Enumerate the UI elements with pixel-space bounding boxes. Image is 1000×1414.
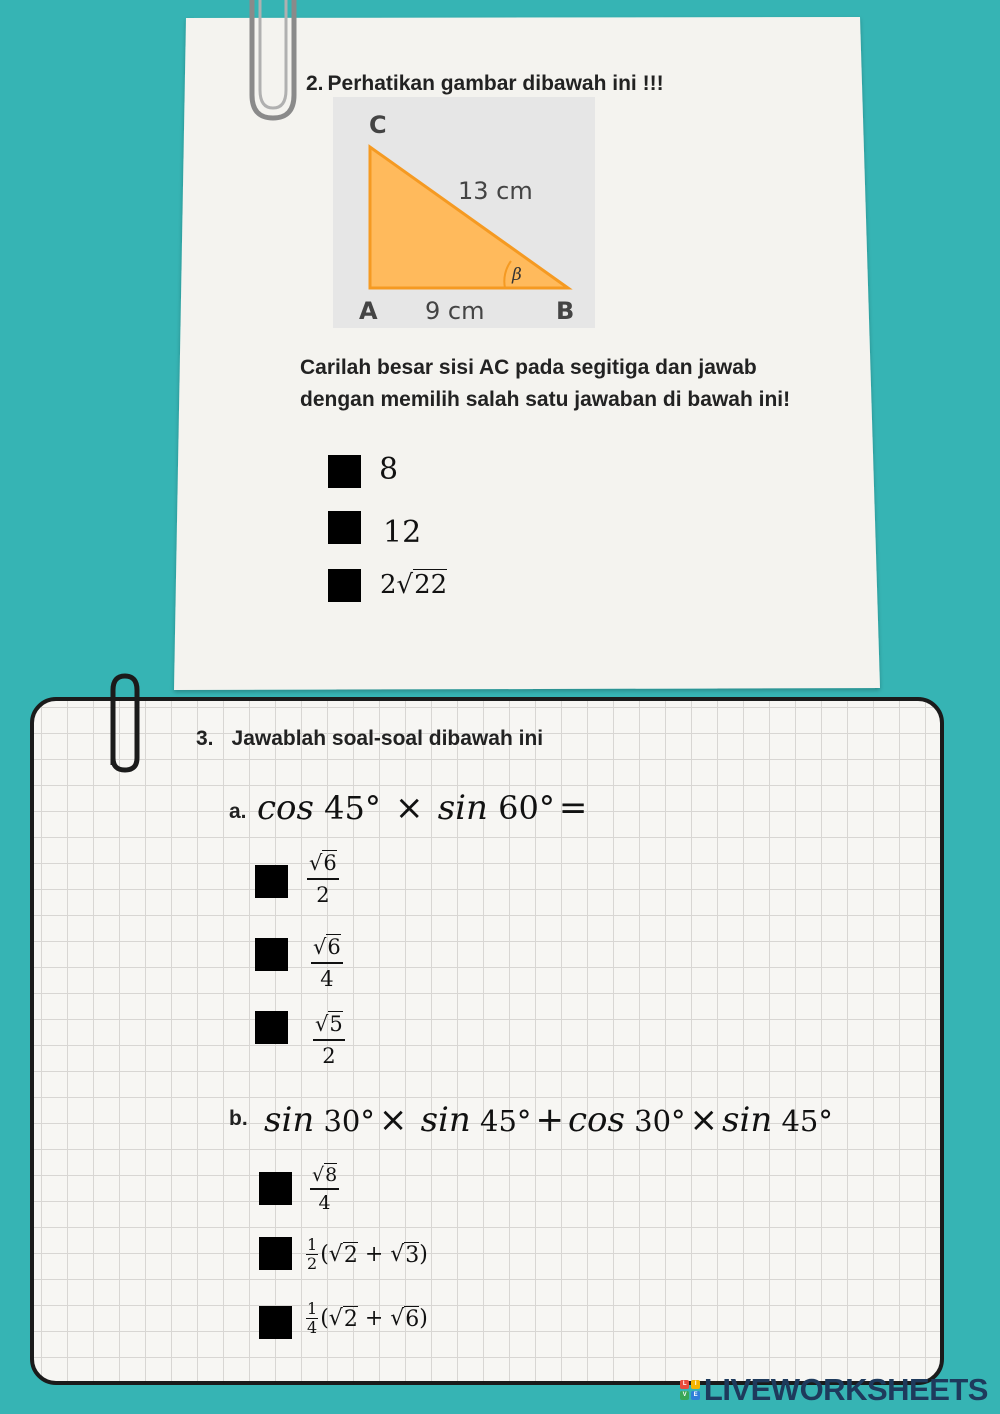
logo-text: LIVEWORKSHEETS (703, 1372, 988, 1407)
sqrt-icon: √ (315, 1012, 329, 1036)
part-a-expression: cos 45° × sin 60° = (257, 788, 588, 828)
option-expression: 1 2 ( √ 2 + √ 3 ) (307, 1235, 428, 1273)
sqrt-icon: √ (390, 1242, 405, 1267)
option-checkbox[interactable] (259, 1306, 292, 1339)
sqrt-icon: √ (328, 1242, 343, 1267)
sqrt-icon: √ (312, 1164, 325, 1186)
sqrt-icon: √ (390, 1306, 405, 1331)
option-expression: 1 4 ( √ 2 + √ 6 ) (307, 1299, 428, 1337)
question-number: 3. (196, 727, 214, 750)
option-text (380, 570, 447, 600)
hypotenuse-label: 13 cm (458, 177, 533, 205)
option-checkbox[interactable] (328, 569, 361, 602)
option-fraction: $\frac{√8}{4}$ (312, 1164, 338, 1214)
sqrt-icon: √ (309, 851, 323, 875)
radicand: 22 (414, 570, 448, 600)
option-checkbox[interactable] (328, 455, 361, 488)
option-fraction: $\frac{√6}{2}$ (307, 848, 339, 910)
triangle-figure (333, 97, 595, 328)
question-title-text: Perhatikan gambar dibawah ini !!! (327, 72, 664, 95)
option-checkbox[interactable] (255, 865, 288, 898)
vertex-b-label: B (556, 297, 575, 325)
angle-label: β (512, 265, 522, 285)
option-checkbox[interactable] (259, 1237, 292, 1270)
paperclip-icon (240, 0, 310, 125)
part-b-expression: sin 30° × sin 45° + cos 30° × sin 45° (264, 1100, 833, 1140)
question-number: 2. (306, 72, 324, 95)
sqrt-icon: √ (328, 1306, 343, 1331)
option-fraction: $\frac{√6}{4}$ (311, 932, 343, 994)
sqrt-icon: √ (396, 570, 414, 600)
question-2-text: Carilah besar sisi AC pada segitiga dan jawab dengan memilih salah satu jawaban di bawah ini! (300, 356, 791, 411)
vertex-a-label: A (359, 297, 378, 325)
option-checkbox[interactable] (255, 938, 288, 971)
option-text: 12 (383, 515, 422, 550)
option-checkbox[interactable] (328, 511, 361, 544)
part-b-label: b. (229, 1107, 248, 1130)
logo-icon: L I V E (680, 1380, 700, 1400)
option-fraction: $\frac{√5}{2}$ (313, 1009, 345, 1071)
question-3-title (196, 727, 543, 751)
paperclip-icon (104, 670, 148, 778)
option-text: 8 (379, 452, 399, 487)
option-checkbox[interactable] (255, 1011, 288, 1044)
vertex-c-label: C (369, 111, 387, 139)
sqrt-icon: √ (313, 935, 327, 959)
option-checkbox[interactable] (259, 1172, 292, 1205)
question-2-title (306, 72, 664, 96)
question-title-text: Jawablah soal-soal dibawah ini (231, 727, 544, 750)
coefficient: 2 (380, 570, 397, 600)
part-a-label: a. (229, 800, 247, 823)
base-label: 9 cm (425, 297, 485, 325)
liveworksheets-logo (680, 1372, 988, 1408)
